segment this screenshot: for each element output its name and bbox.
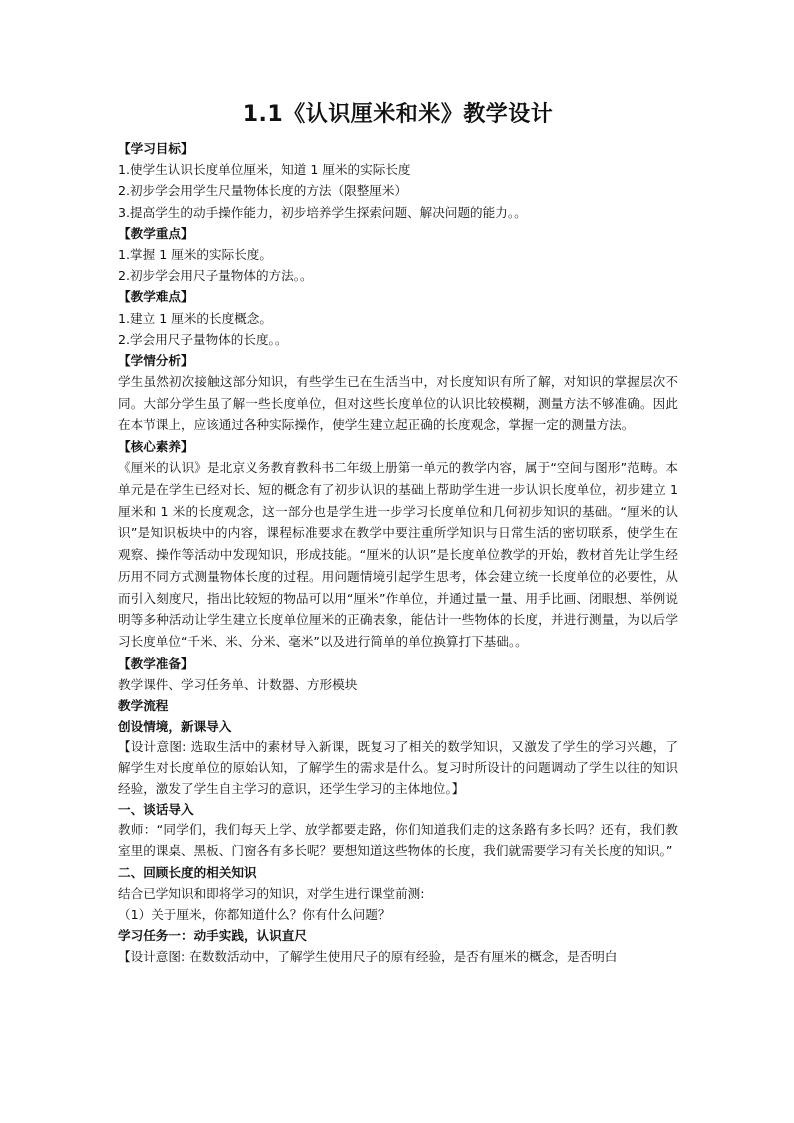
key-point-item: 2.初步学会用尺子量物体的方法。。 [118,268,313,284]
core-literacy-heading: 【核心素养】 [118,439,194,455]
part2-heading: 二、回顾长度的相关知识 [118,864,257,880]
preparation-heading: 【教学准备】 [118,655,194,671]
difficulty-item: 1.建立 1 厘米的长度概念。 [118,310,272,326]
part1-paragraph: 教师：“同学们，我们每天上学、放学都要走路，你们知道我们走的这条路有多长吗？还有，我们教室里的课桌、黑板、门窗各有多长呢？要想知道这些物体的长度，我们就需要学习有关长度的知识。” [118,822,678,858]
learning-goal-item: 3.提高学生的动手操作能力，初步培养学生探索问题、解决问题的能力。。 [118,204,527,220]
part2-text: 结合已学知识和即将学习的知识，对学生进行课堂前测: [118,885,425,901]
difficulty-item: 2.学会用尺子量物体的长度。。 [118,331,288,347]
preparation-text: 教学课件、学习任务单、计数器、方形模块 [118,676,358,692]
intro-heading: 创设情境，新课导入 [118,719,232,735]
core-literacy-paragraph: 《厘米的认识》是北京义务教育教科书二年级上册第一单元的教学内容，属于“空间与图形”范畴。本单元是在学生已经对长、短的概念有了初步认识的基础上帮助学生进一步认识长度单位，初步建立 1 厘米和 1 米的长度观念，这一部分也是学生进一步学习长度单位和几何初步知识的基础。“厘米的认识”是知识板块中的内容，课程标准要求在教学中要注重所学知识与日常生活的密切联系，使学生在观察、操作等活动中发现知识，形成技能。“厘米的认识”是长度单位教学的开始，教材首先让学生经历用不同方式测量物体长度的过程。用问题情境引起学生思考，体会建立统一长度单位的必要性，从而引入刻度尺，指出比较短的物品可以用“厘米”作单位，并通过量一量、用手比画、闭眼想、举例说明等多种活动让学生建立长度单位厘米的正确表象，能估计一些物体的长度，并进行测量，为以后学习长度单位“千米、米、分米、毫米”以及进行简单的单位换算打下基础。。 [118,460,678,649]
analysis-paragraph: 学生虽然初次接触这部分知识，有些学生已在生活当中，对长度知识有所了解，对知识的掌握层次不同。大部分学生虽了解一些长度单位，但对这些长度单位的认识比较模糊，测量方法不够准确。因此在本节课上，应该通过各种实际操作，使学生建立起正确的长度观念，掌握一定的测量方法。 [118,374,678,433]
difficulties-heading: 【教学难点】 [118,289,194,305]
process-heading: 教学流程 [118,698,169,714]
design-intent-paragraph: 【设计意图: 选取生活中的素材导入新课，既复习了相关的数学知识，又激发了学生的学习兴趣，了解学生对长度单位的原始认知，了解学生的需求是什么。复习时所设计的问题调动了学生以往的知识经验，激发了学生自主学习的意识，还学生学习的主体地位。】 [118,739,678,796]
page-title: 1.1《认识厘米和米》教学设计 [242,102,554,127]
task1-heading: 学习任务一：动手实践，认识直尺 [118,928,307,944]
learning-goal-item: 1.使学生认识长度单位厘米，知道 1 厘米的实际长度 [118,162,411,178]
part2-question: （1）关于厘米，你都知道什么？你有什么问题？ [118,906,391,922]
key-point-item: 1.掌握 1 厘米的实际长度。 [118,246,272,262]
part1-heading: 一、谈话导入 [118,802,194,818]
analysis-heading: 【学情分析】 [118,352,194,368]
learning-goals-heading: 【学习目标】 [118,141,194,156]
learning-goal-item: 2.初步学会用学生尺量物体长度的方法（限整厘米） [118,183,408,199]
document-page [118,100,678,968]
design-intent-2-text: 【设计意图: 在数数活动中，了解学生使用尺子的原有经验，是否有厘米的概念，是否明白 [118,949,618,965]
key-points-heading: 【教学重点】 [118,225,194,241]
